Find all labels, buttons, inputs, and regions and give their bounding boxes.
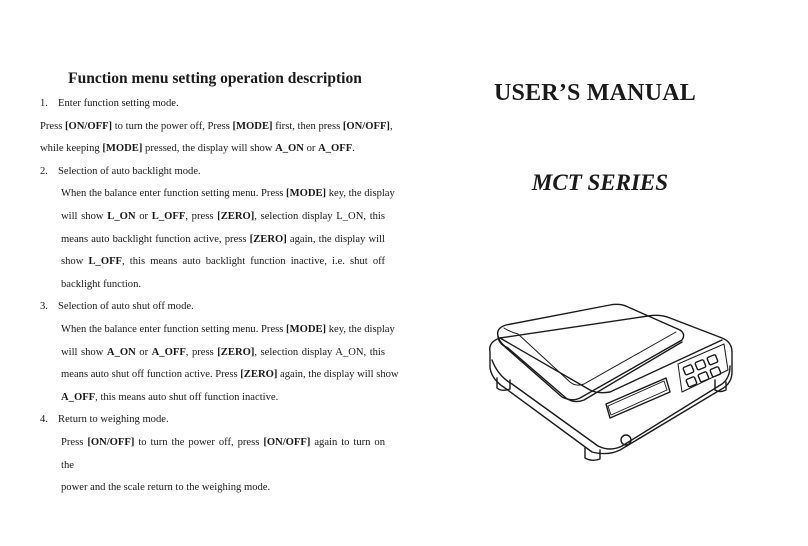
step-3-title: 3. Selection of auto shut off mode.: [40, 301, 194, 313]
step-3-line-3: means auto shut off function active. Press [ZERO] again, the display will show: [61, 369, 399, 381]
manual-title: USER’S MANUAL: [494, 80, 696, 106]
step-4-line-1: Press [ON/OFF] to turn the power off, press [ON/OFF] again to turn on the: [61, 436, 386, 471]
step-4-line-2: power and the scale return to the weighing mode.: [61, 482, 271, 494]
step-2-line-3: means auto backlight function active, press [ZERO] again, the display will: [61, 233, 385, 245]
step-2-line-5: backlight function.: [61, 278, 142, 290]
function-menu-section: [40, 66, 399, 500]
step-1-line-1: Press [ON/OFF] to turn the power off, Press [MODE] first, then press [ON/OFF],: [40, 120, 393, 132]
step-1-line-2: while keeping [MODE] pressed, the display will show A_ON or A_OFF.: [40, 143, 355, 155]
step-2-line-1: When the balance enter function setting menu. Press [MODE] key, the display: [61, 188, 395, 200]
weighing-scale-icon: [470, 280, 740, 480]
step-2-title: 2. Selection of auto backlight mode.: [40, 165, 201, 177]
series-name: MCT SERIES: [531, 170, 669, 195]
step-4-title: 4. Return to weighing mode.: [40, 414, 169, 426]
step-3-line-4: A_OFF, this means auto shut off function inactive.: [61, 391, 279, 403]
step-2-line-2: will show L_ON or L_OFF, press [ZERO], selection display L_ON, this: [61, 210, 386, 222]
step-2-line-4: show L_OFF, this means auto backlight function inactive, i.e. shut off: [61, 256, 385, 268]
step-3-line-2: will show A_ON or A_OFF, press [ZERO], selection display A_ON, this: [61, 346, 385, 358]
step-1-title: 1. Enter function setting mode.: [40, 98, 179, 109]
step-3-line-1: When the balance enter function setting menu. Press [MODE] key, the display: [61, 323, 395, 335]
section-heading: Function menu setting operation description: [68, 70, 362, 87]
